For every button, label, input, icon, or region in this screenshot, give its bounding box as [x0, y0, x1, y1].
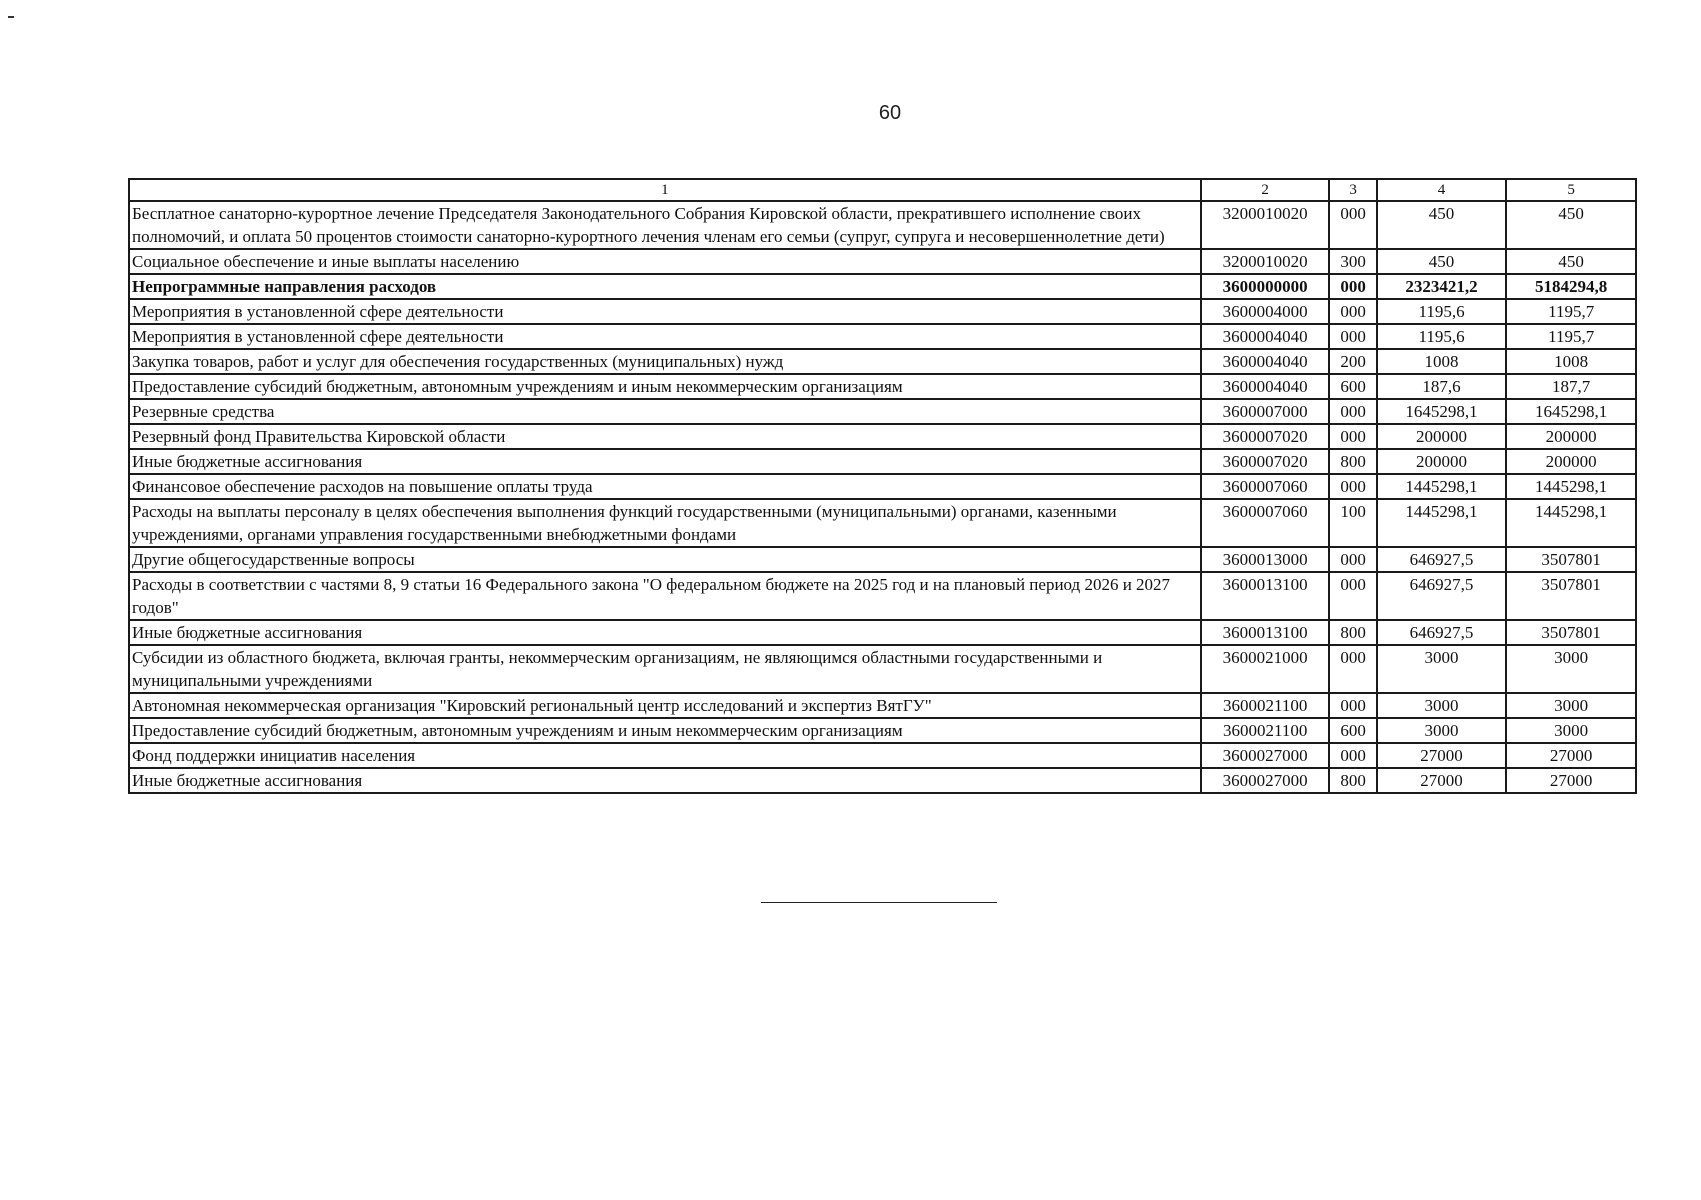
cell-amount-year1: 1195,6 — [1377, 324, 1507, 349]
cell-amount-year1: 646927,5 — [1377, 547, 1507, 572]
table-row — [129, 645, 1636, 693]
cell-amount-year2: 200000 — [1506, 424, 1636, 449]
cell-code: 3600007060 — [1201, 474, 1330, 499]
cell-amount-year1: 2323421,2 — [1377, 274, 1507, 299]
cell-amount-year1: 200000 — [1377, 449, 1507, 474]
cell-code: 3200010020 — [1201, 249, 1330, 274]
cell-expense-type: 000 — [1329, 572, 1376, 620]
cell-amount-year1: 1445298,1 — [1377, 474, 1507, 499]
cell-code: 3600007020 — [1201, 449, 1330, 474]
table-row — [129, 201, 1636, 249]
cell-code: 3600021000 — [1201, 645, 1330, 693]
cell-amount-year2: 3000 — [1506, 718, 1636, 743]
cell-amount-year1: 200000 — [1377, 424, 1507, 449]
header-cell-year1: 4 — [1377, 179, 1507, 201]
cell-amount-year1: 450 — [1377, 249, 1507, 274]
cell-amount-year2: 1008 — [1506, 349, 1636, 374]
cell-expense-type: 000 — [1329, 324, 1376, 349]
cell-name: Бесплатное санаторно-курортное лечение Председателя Законодательного Собрания Кировской области, прекратившего исполнение своих полномочий, и оплата 50 процентов стоимости санаторно-курортного лечения членам его семьи (супруг, супруга и несовершеннолетние дети) — [129, 201, 1201, 249]
cell-amount-year2: 3507801 — [1506, 547, 1636, 572]
cell-amount-year2: 27000 — [1506, 768, 1636, 793]
table-row — [129, 768, 1636, 793]
header-cell-type: 3 — [1329, 179, 1376, 201]
budget-table — [128, 178, 1637, 794]
cell-amount-year2: 187,7 — [1506, 374, 1636, 399]
cell-amount-year1: 1195,6 — [1377, 299, 1507, 324]
table-row — [129, 324, 1636, 349]
cell-amount-year2: 450 — [1506, 201, 1636, 249]
table-row — [129, 424, 1636, 449]
cell-name: Другие общегосударственные вопросы — [129, 547, 1201, 572]
cell-code: 3600013100 — [1201, 620, 1330, 645]
cell-code: 3600021100 — [1201, 693, 1330, 718]
cell-amount-year2: 450 — [1506, 249, 1636, 274]
header-cell-year2: 5 — [1506, 179, 1636, 201]
cell-code: 3600004040 — [1201, 374, 1330, 399]
cell-expense-type: 000 — [1329, 645, 1376, 693]
table-row — [129, 449, 1636, 474]
cell-code: 3600007060 — [1201, 499, 1330, 547]
cell-amount-year1: 1008 — [1377, 349, 1507, 374]
cell-expense-type: 000 — [1329, 274, 1376, 299]
table-row — [129, 572, 1636, 620]
cell-expense-type: 000 — [1329, 547, 1376, 572]
cell-amount-year2: 3507801 — [1506, 620, 1636, 645]
table-row — [129, 299, 1636, 324]
cell-name: Мероприятия в установленной сфере деятельности — [129, 299, 1201, 324]
cell-amount-year2: 3000 — [1506, 645, 1636, 693]
cell-name: Предоставление субсидий бюджетным, автономным учреждениям и иным некоммерческим организациям — [129, 374, 1201, 399]
cell-expense-type: 000 — [1329, 299, 1376, 324]
cell-expense-type: 000 — [1329, 399, 1376, 424]
cell-amount-year2: 1195,7 — [1506, 324, 1636, 349]
cell-amount-year2: 27000 — [1506, 743, 1636, 768]
table-row — [129, 693, 1636, 718]
cell-amount-year2: 3000 — [1506, 693, 1636, 718]
cell-name: Фонд поддержки инициатив населения — [129, 743, 1201, 768]
cell-name: Иные бюджетные ассигнования — [129, 449, 1201, 474]
cell-code: 3600000000 — [1201, 274, 1330, 299]
cell-name: Непрограммные направления расходов — [129, 274, 1201, 299]
cell-amount-year1: 27000 — [1377, 768, 1507, 793]
cell-expense-type: 800 — [1329, 768, 1376, 793]
cell-expense-type: 600 — [1329, 374, 1376, 399]
cell-amount-year2: 200000 — [1506, 449, 1636, 474]
cell-expense-type: 800 — [1329, 449, 1376, 474]
table-row — [129, 399, 1636, 424]
cell-code: 3200010020 — [1201, 201, 1330, 249]
header-cell-code: 2 — [1201, 179, 1330, 201]
cell-code: 3600004040 — [1201, 349, 1330, 374]
cell-amount-year1: 1445298,1 — [1377, 499, 1507, 547]
cell-code: 3600013100 — [1201, 572, 1330, 620]
cell-amount-year1: 646927,5 — [1377, 572, 1507, 620]
cell-name: Закупка товаров, работ и услуг для обеспечения государственных (муниципальных) нужд — [129, 349, 1201, 374]
cell-expense-type: 300 — [1329, 249, 1376, 274]
table-row — [129, 249, 1636, 274]
table-row — [129, 743, 1636, 768]
cell-name: Мероприятия в установленной сфере деятельности — [129, 324, 1201, 349]
cell-amount-year2: 5184294,8 — [1506, 274, 1636, 299]
cell-name: Иные бюджетные ассигнования — [129, 620, 1201, 645]
cell-expense-type: 800 — [1329, 620, 1376, 645]
table-row — [129, 499, 1636, 547]
table-row — [129, 374, 1636, 399]
cell-expense-type: 100 — [1329, 499, 1376, 547]
cell-amount-year1: 3000 — [1377, 718, 1507, 743]
cell-name: Резервные средства — [129, 399, 1201, 424]
table-row — [129, 274, 1636, 299]
cell-name: Предоставление субсидий бюджетным, автономным учреждениям и иным некоммерческим организациям — [129, 718, 1201, 743]
cell-code: 3600007000 — [1201, 399, 1330, 424]
cell-code: 3600021100 — [1201, 718, 1330, 743]
cell-code: 3600013000 — [1201, 547, 1330, 572]
cell-expense-type: 600 — [1329, 718, 1376, 743]
cell-name: Субсидии из областного бюджета, включая гранты, некоммерческим организациям, не являющимся областными государственными и муниципальными учреждениями — [129, 645, 1201, 693]
table-row — [129, 620, 1636, 645]
table-body — [129, 201, 1636, 793]
page-number: 60 — [878, 102, 902, 124]
cell-name: Финансовое обеспечение расходов на повышение оплаты труда — [129, 474, 1201, 499]
header-cell-name: 1 — [129, 179, 1201, 201]
cell-amount-year2: 3507801 — [1506, 572, 1636, 620]
end-rule — [761, 902, 997, 903]
table-row — [129, 474, 1636, 499]
cell-amount-year2: 1445298,1 — [1506, 474, 1636, 499]
cell-code: 3600027000 — [1201, 743, 1330, 768]
cell-amount-year1: 3000 — [1377, 645, 1507, 693]
table-row — [129, 547, 1636, 572]
cell-amount-year2: 1645298,1 — [1506, 399, 1636, 424]
cell-code: 3600004000 — [1201, 299, 1330, 324]
cell-name: Социальное обеспечение и иные выплаты населению — [129, 249, 1201, 274]
cell-expense-type: 000 — [1329, 424, 1376, 449]
cell-expense-type: 000 — [1329, 693, 1376, 718]
scan-mark — [8, 16, 14, 18]
cell-amount-year2: 1445298,1 — [1506, 499, 1636, 547]
table-header-row — [129, 179, 1636, 201]
cell-amount-year1: 1645298,1 — [1377, 399, 1507, 424]
cell-amount-year1: 27000 — [1377, 743, 1507, 768]
cell-name: Иные бюджетные ассигнования — [129, 768, 1201, 793]
cell-amount-year1: 646927,5 — [1377, 620, 1507, 645]
cell-code: 3600027000 — [1201, 768, 1330, 793]
table-row — [129, 718, 1636, 743]
cell-code: 3600004040 — [1201, 324, 1330, 349]
cell-name: Расходы на выплаты персоналу в целях обеспечения выполнения функций государственными (муниципальными) органами, казенными учреждениями, органами управления государственными внебюджетными фондами — [129, 499, 1201, 547]
cell-expense-type: 000 — [1329, 474, 1376, 499]
cell-name: Резервный фонд Правительства Кировской области — [129, 424, 1201, 449]
cell-amount-year1: 450 — [1377, 201, 1507, 249]
cell-amount-year1: 3000 — [1377, 693, 1507, 718]
cell-name: Автономная некоммерческая организация "Кировский региональный центр исследований и экспертиз ВятГУ" — [129, 693, 1201, 718]
cell-expense-type: 200 — [1329, 349, 1376, 374]
cell-expense-type: 000 — [1329, 201, 1376, 249]
cell-expense-type: 000 — [1329, 743, 1376, 768]
table-row — [129, 349, 1636, 374]
cell-amount-year2: 1195,7 — [1506, 299, 1636, 324]
cell-code: 3600007020 — [1201, 424, 1330, 449]
cell-name: Расходы в соответствии с частями 8, 9 статьи 16 Федерального закона "О федеральном бюджете на 2025 год и на плановый период 2026 и 2027 годов" — [129, 572, 1201, 620]
cell-amount-year1: 187,6 — [1377, 374, 1507, 399]
